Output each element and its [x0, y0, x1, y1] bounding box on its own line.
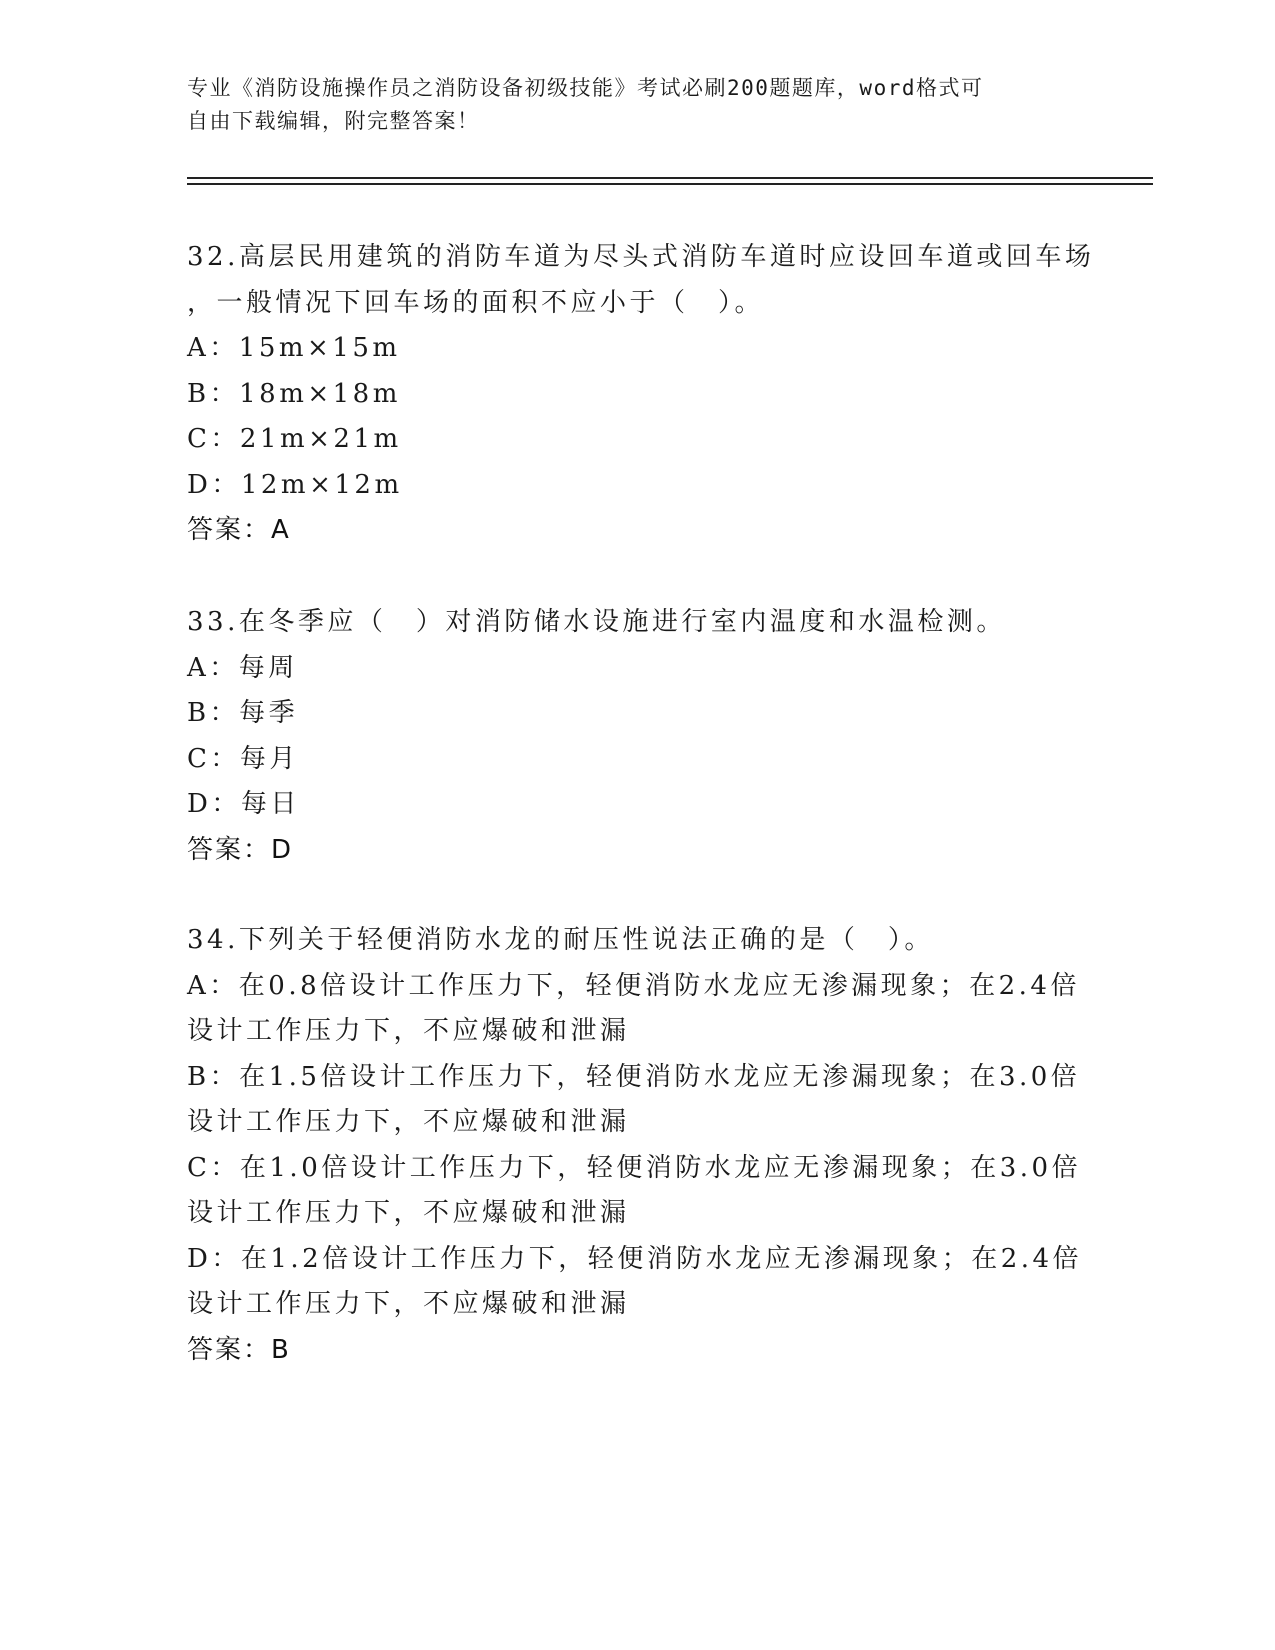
question-stem-line: 33.在冬季应（ ）对消防储水设施进行室内温度和水温检测。	[187, 607, 1006, 637]
option-c-continuation: 设计工作压力下，不应爆破和泄漏	[187, 1198, 630, 1228]
option-b-continuation: 设计工作压力下，不应爆破和泄漏	[187, 1107, 630, 1137]
option-d: D：12m×12m	[187, 469, 403, 500]
question-stem-line: 32.高层民用建筑的消防车道为尽头式消防车道时应设回车道或回车场	[187, 242, 1095, 272]
header-line-1: 专业《消防设施操作员之消防设备初级技能》考试必刷200题题库，word格式可	[187, 76, 984, 100]
question-stem-line: 34.下列关于轻便消防水龙的耐压性说法正确的是（ ）。	[187, 925, 934, 955]
header-divider-top	[187, 177, 1153, 179]
option-b: B：18m×18m	[187, 378, 401, 409]
question-33	[187, 600, 1087, 873]
option-a: A：15m×15m	[187, 333, 401, 363]
question-32	[187, 235, 1095, 554]
option-c: C：21m×21m	[187, 424, 402, 454]
option-d: D：每日	[187, 789, 300, 819]
answer-line: 答案：A	[187, 515, 291, 545]
question-stem-line: ，一般情况下回车场的面积不应小于（ ）。	[187, 287, 765, 318]
question-34	[187, 918, 1087, 1373]
option-a: A：在0.8倍设计工作压力下，轻便消防水龙应无渗漏现象；在2.4倍	[187, 970, 1080, 1001]
header-line-2: 自由下载编辑，附完整答案！	[187, 109, 480, 133]
answer-line: 答案：D	[187, 834, 294, 865]
header-divider-bottom	[187, 183, 1153, 185]
option-a-continuation: 设计工作压力下，不应爆破和泄漏	[187, 1016, 630, 1046]
option-a: A：每周	[187, 652, 298, 683]
option-d: D：在1.2倍设计工作压力下，轻便消防水龙应无渗漏现象；在2.4倍	[187, 1243, 1083, 1274]
option-d-continuation: 设计工作压力下，不应爆破和泄漏	[187, 1289, 630, 1319]
option-b: B：在1.5倍设计工作压力下，轻便消防水龙应无渗漏现象；在3.0倍	[187, 1061, 1081, 1092]
answer-line: 答案：B	[187, 1334, 291, 1365]
option-c: C：每月	[187, 743, 299, 774]
option-b: B：每季	[187, 698, 299, 728]
option-c: C：在1.0倍设计工作压力下，轻便消防水龙应无渗漏现象；在3.0倍	[187, 1152, 1082, 1183]
document-header	[187, 72, 1067, 138]
